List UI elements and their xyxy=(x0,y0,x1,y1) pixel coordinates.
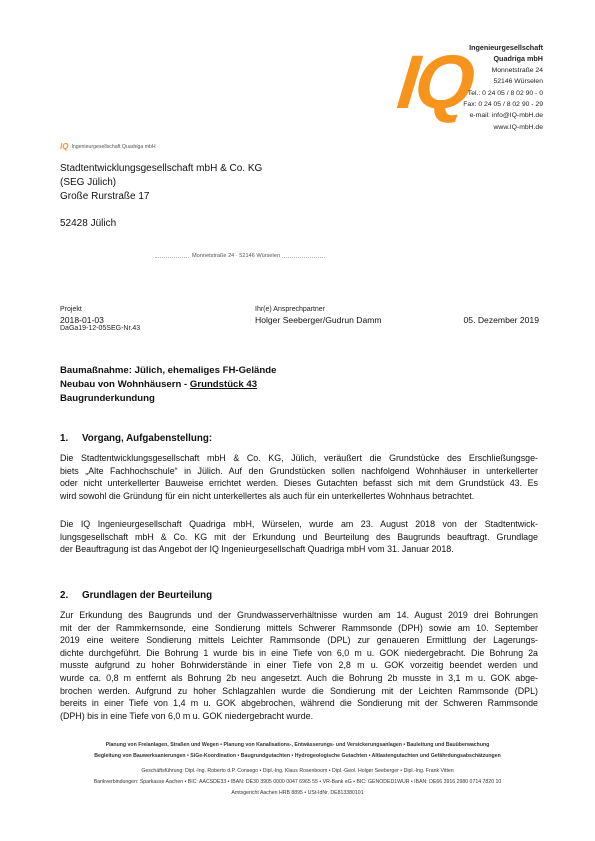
company-city: 52146 Würselen xyxy=(493,78,543,86)
contact-value: Holger Seeberger/Gudrun Damm xyxy=(255,314,382,325)
sender-return-line xyxy=(60,142,156,151)
company-logo: IQ xyxy=(393,40,475,125)
section2-title: Grundlagen der Beurteilung xyxy=(82,590,213,601)
paragraph-line: brochen werden. Aufgrund zu hoher Schlagzahlen wurde die Sondierung mit der Leichten Rammsonde (DPL) xyxy=(60,685,538,696)
recipient-line3: Große Rurstraße 17 xyxy=(60,191,150,202)
section2-paragraph1 xyxy=(60,609,538,722)
section1-paragraph1 xyxy=(60,452,538,502)
footer-legal xyxy=(40,766,555,799)
project-code: DaGa19-12-05SEG-Nr.43 xyxy=(60,324,141,332)
section1-heading xyxy=(60,433,212,444)
paragraph-line: Zur Erkundung des Baugrunds und der Grundwasserverhältnisse wurden am 14. August 2019 drei Bohrungen xyxy=(60,610,538,620)
subject-line1: Baumaßnahme: Jülich, ehemaliges FH-Gelände xyxy=(60,365,277,376)
paragraph-line: der Beauftragung ist das Angebot der IQ Ingenieurgesellschaft Quadriga mbH vom 31. Januar 2018. xyxy=(60,544,454,555)
subject-line2-prefix: Neubau von Wohnhäusern - xyxy=(60,379,190,390)
reference-contact xyxy=(255,306,382,325)
subject-line2-underlined: Grundstück 43 xyxy=(189,379,258,390)
reference-project xyxy=(60,306,140,333)
footer-line3: Geschäftsführung: Dipl.-Ing. Roberto d.P. Consego • Dipl.-Ing. Klaus Rosenboom • Dipl.-Geol. Holger Seeberger • Dipl.-Ing. Frank Vitten xyxy=(141,768,454,774)
section1-title: Vorgang, Aufgabenstellung: xyxy=(82,433,213,444)
subject-line3: Baugrunderkundung xyxy=(60,393,155,404)
recipient-line2: (SEG Jülich) xyxy=(60,177,117,188)
paragraph-line: biets „Alte Fachhochschule“ in Jülich. Auf den Grundstücken sollen nachfolgend Wohnhäuser in unterkellerter xyxy=(60,465,538,476)
footer-line4: Bankverbindungen: Sparkasse Aachen • BIC: AACSDE33 • IBAN: DE30 3905 0000 0047 6965 55 • VR-Bank eG • BIC: GENODED1WUR • IBAN: DE66 3916 2980 0714 7820 10 xyxy=(93,779,502,785)
recipient-address xyxy=(60,162,262,231)
company-name-line1: Ingenieurgesellschaft xyxy=(469,43,543,52)
footer-line5: Amtsgericht Aachen HRB 8895 • USt-IdNr. DE813380101 xyxy=(231,790,364,796)
paragraph-line: musste aufgrund zu hoher Bohrwiderstände in einer Tiefe von 2,8 m u. GOK vorzeitig beendet werden und xyxy=(60,660,538,671)
paragraph-line: oder nicht unterkellerter Bauweise errichtet werden. Dieses Gutachten befasst sich mit dem Grundstück 43. Es xyxy=(60,478,538,489)
company-email[interactable]: e-mail: info@IQ-mbH.de xyxy=(469,112,543,120)
paragraph-line: dichte durchgeführt. Die Bohrung 1 wurde bis in eine Tiefe von 6,0 m u. GOK niedergebracht. Die Bohrung 2a xyxy=(60,647,538,658)
project-label: Projekt xyxy=(60,306,82,313)
footer-services xyxy=(40,740,555,762)
section1-paragraph2 xyxy=(60,518,538,556)
section1-number: 1. xyxy=(60,433,69,444)
company-phone: Tel.: 0 24 05 / 8 02 90 - 0 xyxy=(467,89,543,97)
recipient-line1: Stadtentwicklungsgesellschaft mbH & Co. KG xyxy=(60,163,263,174)
paragraph-line: bereits in einer Tiefe von 1,4 m u. GOK abgebrochen, während die Sondierung mit der Schweren Rammsonde xyxy=(60,698,538,709)
paragraph-line: Die IQ Ingenieurgesellschaft Quadriga mbH, Würselen, wurde am 23. August 2018 von der Stadtentwick- xyxy=(60,519,538,529)
sender-name: Ingenieurgesellschaft Quadriga mbH xyxy=(71,143,156,150)
letter-date: 05. Dezember 2019 xyxy=(463,315,539,325)
subject-line2 xyxy=(60,378,276,392)
mini-logo-icon: IQ xyxy=(60,142,69,151)
company-fax: Fax: 0 24 05 / 8 02 90 - 29 xyxy=(463,101,543,109)
subject-block xyxy=(60,364,276,406)
company-contact-block xyxy=(403,42,543,133)
footer-line2: Begleitung von Bauwerksanierungen • SiGe-Koordination • Baugrundgutachten • Hydrogeologische Gutachten • Altlastengutachten und Gefährdungsabschätzungen xyxy=(94,753,501,759)
contact-label: Ihr(e) Ansprechpartner xyxy=(255,306,326,313)
project-value: 2018-01-03 xyxy=(60,314,104,325)
paragraph-line: 2019 eine weitere Sondierung mittels Leichter Rammsonde (DPL) zur genaueren Ermittlung der Lagerungs- xyxy=(60,635,538,646)
paragraph-line: (DPH) bis in eine Tiefe von 6,0 m u. GOK niedergebracht wurde. xyxy=(60,710,314,721)
section2-heading xyxy=(60,590,212,601)
company-street: Monnetstraße 24 xyxy=(491,66,543,74)
footer-line1: Planung von Freianlagen, Straßen und Wegen • Planung von Kanalisations-, Entwässerungs- und Versickerungsanlagen • Bauleitung und Bauüberwachung xyxy=(105,742,490,748)
company-name-line2: Quadriga mbH xyxy=(493,54,543,64)
center-address: Monnetstraße 24 · 52146 Würselen xyxy=(192,253,280,259)
paragraph-line: Die Stadtentwicklungsgesellschaft mbH & Co. KG, Jülich, veräußert die Grundstücke des Erschließungsge- xyxy=(60,453,538,463)
paragraph-line: mit der der Rammkernsonde, eine Sondierung mittels Schwerer Rammsonde (DPH) sowie am 10. September xyxy=(60,622,538,633)
company-website[interactable]: www.IQ-mbH.de xyxy=(493,123,543,131)
paragraph-line: wird sowohl die Gründung für ein nicht unterkellertes als auch für ein unterkellertes Wohnhaus betrachtet. xyxy=(60,490,475,501)
section2-number: 2. xyxy=(60,590,69,601)
recipient-city: 52428 Jülich xyxy=(60,218,117,229)
paragraph-line: wurde ca. 0,8 m entfernt als Bohrung 2b neu angesetzt. Auch die Bohrung 2b musste in 3,1 m u. GOK abge- xyxy=(60,672,538,683)
paragraph-line: lungsgesellschaft mbH & Co. KG mit der Erkundung und Beurteilung des Baugrunds beauftragt. Grundlage xyxy=(60,531,538,542)
